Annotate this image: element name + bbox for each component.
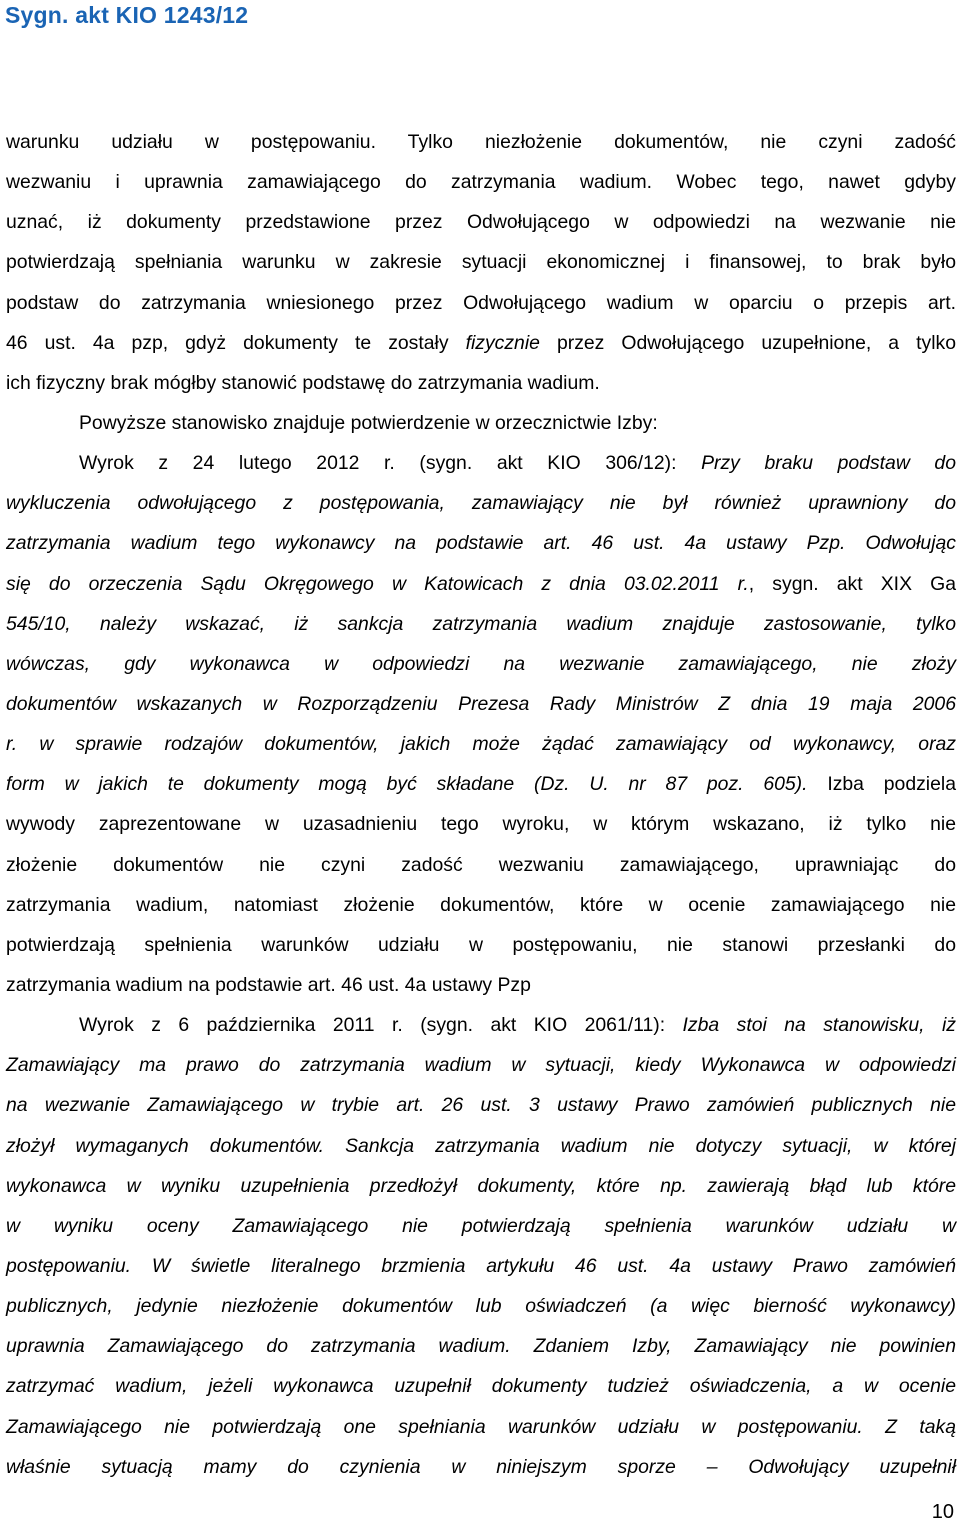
- text-line: uznać, iż dokumenty przedstawione przez Odwołującego w odpowiedzi na wezwanie nie: [6, 211, 956, 234]
- text-line: wykonawca w wyniku uzupełnienia przedłożył dokumenty, które np. zawierają błąd lub które: [6, 1174, 956, 1197]
- text-line: wówczas, gdy wykonawca w odpowiedzi na wezwanie zamawiającego, nie złoży: [6, 652, 956, 675]
- text-line: publicznych, jedynie niezłożenie dokumentów lub oświadczeń (a więc bierność wykonawcy): [6, 1295, 956, 1318]
- text-line: postępowaniu. W świetle literalnego brzmienia artykułu 46 ust. 4a ustawy Prawo zamówień: [6, 1254, 956, 1277]
- text-line: warunku udziału w postępowaniu. Tylko niezłożenie dokumentów, nie czyni zadość: [6, 131, 956, 153]
- text-line: zatrzymać wadium, jeżeli wykonawca uzupełnił dokumenty tudzież oświadczenia, a w ocenie: [6, 1375, 956, 1398]
- text-line: Wyrok z 6 października 2011 r. (sygn. akt KIO 2061/11): Izba stoi na stanowisku, iż: [79, 1014, 956, 1037]
- text-line: wywody zaprezentowane w uzasadnieniu tego wyroku, w którym wskazano, iż tylko nie: [6, 813, 956, 836]
- text-line: wezwaniu i uprawnia zamawiającego do zatrzymania wadium. Wobec tego, nawet gdyby: [6, 171, 956, 194]
- text-line: uprawnia Zamawiającego do zatrzymania wadium. Zdaniem Izby, Zamawiający nie powinien: [6, 1335, 956, 1358]
- text-line: złożył wymaganych dokumentów. Sankcja zatrzymania wadium nie dotyczy sytuacji, w której: [6, 1134, 956, 1157]
- document-body: [6, 122, 956, 1487]
- page-number: 10: [931, 1501, 954, 1523]
- text-line: podstaw do zatrzymania wniesionego przez Odwołującego wadium w oparciu o przepis art.: [6, 291, 956, 314]
- text-line: ich fizyczny brak mógłby stanowić podstawę do zatrzymania wadium.: [6, 371, 600, 394]
- text-line: dokumentów wskazanych w Rozporządzeniu Prezesa Rady Ministrów Z dnia 19 maja 2006: [6, 692, 956, 715]
- text-line: złożenie dokumentów nie czyni zadość wezwaniu zamawiającego, uprawniając do: [6, 853, 956, 876]
- text-line: Powyższe stanowisko znajduje potwierdzenie w orzecznictwie Izby:: [79, 411, 658, 434]
- text-line: Zamawiający ma prawo do zatrzymania wadium w sytuacji, kiedy Wykonawca w odpowiedzi: [6, 1054, 956, 1077]
- text-line: zatrzymania wadium na podstawie art. 46 ust. 4a ustawy Pzp: [6, 973, 531, 996]
- text-line: Zamawiającego nie potwierdzają one spełniania warunków udziału w postępowaniu. Z taką: [6, 1415, 956, 1438]
- text-line: zatrzymania wadium, natomiast złożenie dokumentów, które w ocenie zamawiającego nie: [6, 893, 956, 916]
- text-line: potwierdzają spełniania warunku w zakresie sytuacji ekonomicznej i finansowej, to brak było: [6, 251, 956, 274]
- text-line: zatrzymania wadium tego wykonawcy na podstawie art. 46 ust. 4a ustawy Pzp. Odwołując: [6, 532, 956, 555]
- text-line: się do orzeczenia Sądu Okręgowego w Katowicach z dnia 03.02.2011 r., sygn. akt XIX Ga: [6, 572, 956, 595]
- text-line: 545/10, należy wskazać, iż sankcja zatrzymania wadium znajduje zastosowanie, tylko: [6, 612, 956, 635]
- text-line: Wyrok z 24 lutego 2012 r. (sygn. akt KIO 306/12): Przy braku podstaw do: [79, 452, 956, 475]
- text-line: potwierdzają spełnienia warunków udziału w postępowaniu, nie stanowi przesłanki do: [6, 933, 956, 956]
- text-line: wykluczenia odwołującego z postępowania, zamawiający nie był również uprawniony do: [6, 492, 956, 515]
- text-line: na wezwanie Zamawiającego w trybie art. 26 ust. 3 ustawy Prawo zamówień publicznych nie: [6, 1094, 956, 1117]
- text-line: w wyniku oceny Zamawiającego nie potwierdzają spełnienia warunków udziału w: [6, 1214, 956, 1237]
- text-line: r. w sprawie rodzajów dokumentów, jakich może żądać zamawiający od wykonawcy, oraz: [6, 733, 956, 756]
- text-line: 46 ust. 4a pzp, gdyż dokumenty te zostały fizycznie przez Odwołującego uzupełnione, a tylko: [6, 331, 956, 354]
- text-line: form w jakich te dokumenty mogą być składane (Dz. U. nr 87 poz. 605). Izba podziela: [6, 773, 956, 796]
- document-header-title: Sygn. akt KIO 1243/12: [5, 2, 249, 28]
- text-line: właśnie sytuacją mamy do czynienia w niniejszym sporze – Odwołujący uzupełnił: [6, 1455, 956, 1478]
